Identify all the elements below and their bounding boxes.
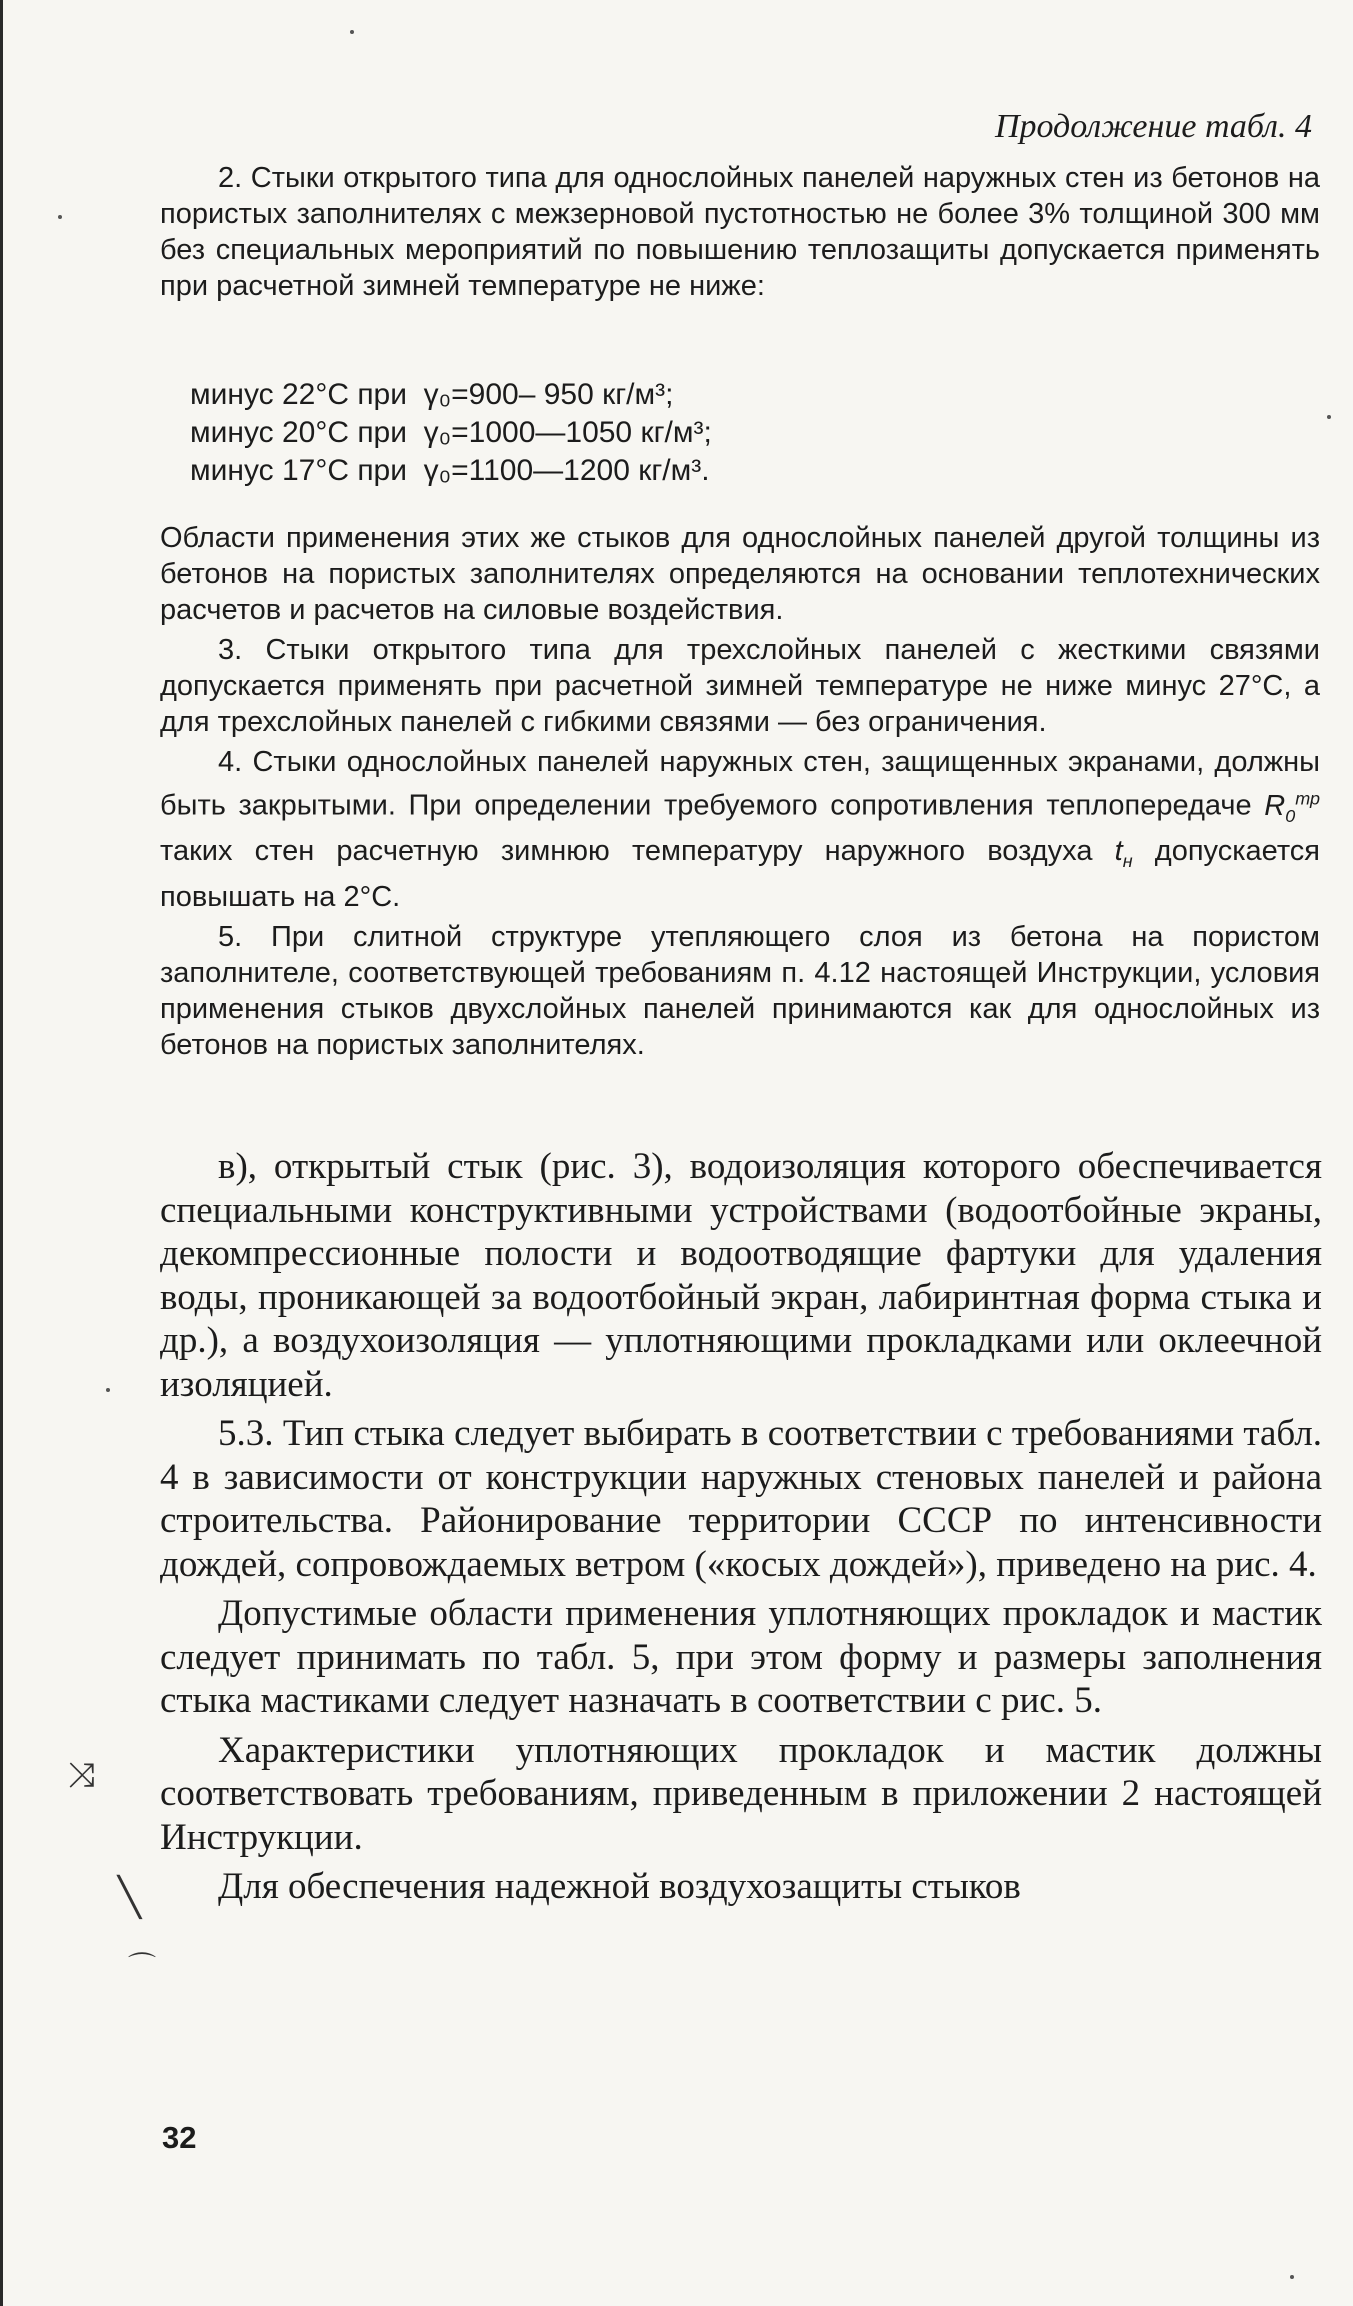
- paragraph-5-3: 5.3. Тип стыка следует выбирать в соответствии с требованиями табл. 4 в зависимости от конструкции наружных стеновых панелей и района строительства. Районирование территории СССР по интенсивности дождей, сопровождаемых ветром («косых дождей»), приведено на рис. 4.: [160, 1413, 1322, 1585]
- note-item-4-part-c: допускается повышать на 2°С.: [160, 835, 1320, 914]
- paragraph-sealing-gaskets: Допустимые области применения уплотняющих прокладок и мастик следует принимать по табл. 5, при этом форму и размеры заполнения стыка мастиками следует назначать в соответствии с рис. 5.: [160, 1593, 1322, 1721]
- scan-speck: [350, 30, 354, 34]
- note-item-5: 5. При слитной структуре утепляющего слоя из бетона на пористом заполнителе, соответствующей требованиям п. 4.12 настоящей Инструкции, условия применения стыков двухслойных панелей принимаются как для однослойных из бетонов на пористых заполнителях.: [160, 921, 1320, 1062]
- scan-edge-line: [0, 0, 3, 2306]
- temperature-symbol: $t_н$: [1114, 835, 1133, 872]
- page-number: 32: [162, 2120, 197, 2155]
- margin-hook-mark: ⌒: [128, 1950, 157, 1983]
- table-continuation-header: Продолжение табл. 4: [994, 108, 1312, 145]
- margin-slash-mark: ╲: [118, 1875, 141, 1919]
- scan-speck: [1327, 415, 1331, 419]
- scan-speck: [1290, 2275, 1294, 2279]
- main-text: [160, 1145, 1322, 1915]
- note-item-4: [160, 744, 1320, 915]
- note-item-4-part-b: таких стен расчетную зимнюю температуру наружного воздуха: [160, 835, 1093, 868]
- temperature-row: минус 20°С при γ₀=1000—1050 кг/м³;: [190, 416, 712, 449]
- temperature-row: минус 22°С при γ₀=900– 950 кг/м³;: [190, 378, 674, 411]
- note-item-2-text: 2. Стыки открытого типа для однослойных панелей наружных стен из бетонов на пористых заполнителях с межзерновой пустотностью не более 3% толщиной 300 мм без специальных мероприятий по повышению теплозащиты допускается применять при расчетной зимней температуре не ниже:: [160, 162, 1320, 302]
- temperature-list: [190, 376, 712, 490]
- scan-speck: [58, 215, 62, 219]
- paragraph-characteristics: Характеристики уплотняющих прокладок и мастик должны соответствовать требованиям, приведенным в приложении 2 настоящей Инструкции.: [160, 1729, 1322, 1858]
- note-item-2: [160, 160, 1320, 304]
- scan-speck: [106, 1388, 110, 1392]
- paragraph-open-joint: в), открытый стык (рис. 3), водоизоляция которого обеспечивается специальными конструктивными устройствами (водоотбойные экраны, декомпрессионные полости и водоотводящие фартуки для удаления воды, проникающей за водоотбойный экран, лабиринтная форма стыка и др.), а воздухоизоляция — уплотняющими прокладками или оклеечной изоляцией.: [160, 1146, 1322, 1405]
- notes-block: [160, 520, 1320, 1063]
- temperature-row: минус 17°С при γ₀=1100—1200 кг/м³.: [190, 454, 710, 487]
- margin-scribble-mark: ⤨: [68, 1755, 96, 1795]
- note-item-3: 3. Стыки открытого типа для трехслойных панелей с жесткими связями допускается применять при расчетной зимней температуре не ниже минус 27°С, а для трехслойных панелей с гибкими связями — без ограничения.: [160, 634, 1320, 738]
- note-item-4-part-a: 4. Стыки однослойных панелей наружных стен, защищенных экранами, должны быть закрытыми. При определении требуемого сопротивления теплопередаче: [160, 746, 1320, 822]
- note-item-2-application: Области применения этих же стыков для однослойных панелей другой толщины из бетонов на пористых заполнителях определяются на основании теплотехнических расчетов и расчетов на силовые воздействия.: [160, 522, 1320, 626]
- paragraph-air-protection: Для обеспечения надежной воздухозащиты стыков: [218, 1866, 1021, 1907]
- resistance-symbol: $R_0^{тр}$: [1264, 788, 1321, 826]
